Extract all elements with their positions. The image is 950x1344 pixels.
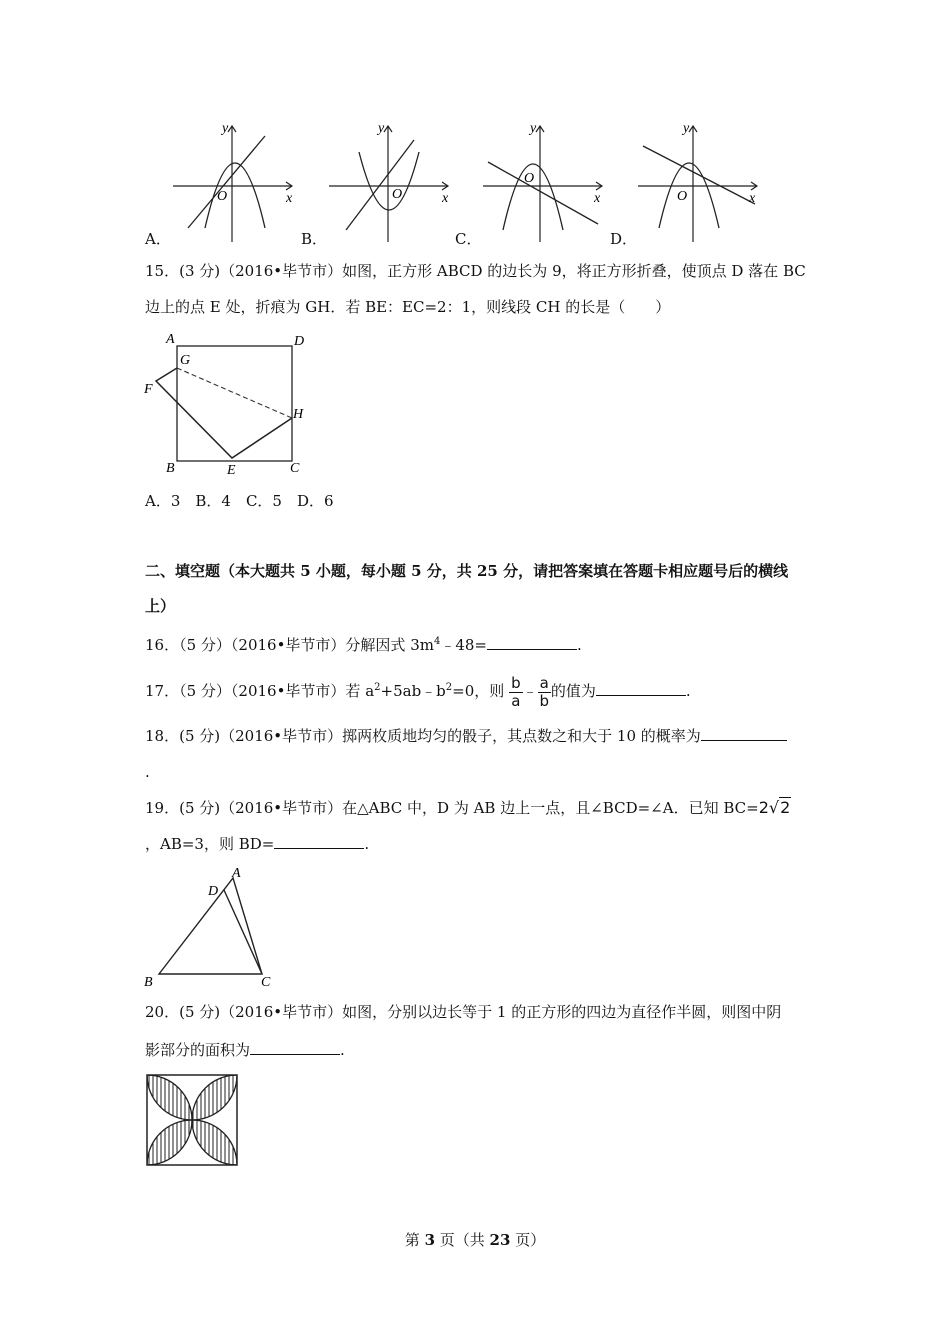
q19-line1: [145, 798, 791, 818]
graph-a: [173, 121, 293, 242]
graph-a-x-label: x: [286, 191, 293, 206]
q15-label-b: B: [166, 461, 175, 476]
q14-option-d[interactable]: D．: [610, 230, 638, 248]
q17-answer-blank[interactable]: [596, 681, 686, 696]
graph-d-origin: O: [677, 189, 688, 204]
q17-frac2-num: a: [539, 673, 549, 692]
q15-label-e: E: [227, 463, 236, 478]
q19-sqrt-rad: 2: [780, 798, 791, 817]
q17-frac1-num: b: [511, 673, 521, 692]
q15-label-d: D: [294, 334, 305, 349]
q18: [145, 726, 787, 746]
q16-prefix: 16．（5 分）（2016•毕节市）分解因式 3m: [145, 636, 434, 654]
footer-prefix: 第: [404, 1231, 425, 1249]
graph-b-x-label: x: [442, 191, 449, 206]
q15-label-a: A: [166, 332, 175, 347]
q17-minus: ﹣: [522, 682, 538, 700]
graph-d-x-label: x: [749, 191, 756, 206]
q19-line2-prefix: ，AB=3，则 BD=: [145, 835, 275, 853]
q20-line2-prefix: 影部分的面积为: [145, 1041, 251, 1059]
q19-sqrt-value: 2√2: [758, 798, 791, 817]
q20-line2: [145, 1040, 345, 1060]
graph-c-origin: O: [524, 171, 535, 186]
graph-a-origin: O: [217, 189, 228, 204]
q16-suffix: ﹣48=: [440, 636, 487, 654]
q19-sqrt-coef: 2: [758, 798, 769, 817]
q18-end: .: [145, 763, 150, 781]
q15-label-h: H: [293, 407, 304, 422]
q20-end: .: [340, 1041, 345, 1059]
q15-label-f: F: [144, 382, 153, 397]
q16: [145, 632, 582, 655]
q20-figure-svg: [144, 1072, 240, 1168]
graph-d-y-label: y: [683, 121, 690, 136]
q19-figure-svg: [138, 862, 288, 992]
q19-line2: [145, 834, 369, 854]
q19-end: .: [364, 835, 370, 853]
q17-mid2: =0，则: [452, 682, 505, 700]
q16-end: .: [577, 636, 582, 654]
q15-line1: 15．(3 分)（2016•毕节市）如图，正方形 ABCD 的边长为 9，将正方形折叠，使顶点 D 落在 BC: [145, 262, 806, 280]
graph-a-y-label: y: [222, 121, 229, 136]
q15-choices[interactable]: A．3 B．4 C．5 D．6: [145, 492, 334, 510]
graph-b-origin: O: [392, 187, 403, 202]
section2-heading-line1: 二、填空题（本大题共 5 小题，每小题 5 分，共 25 分，请把答案填在答题卡相应题号后的横线: [145, 562, 789, 580]
q17-exp2: 2: [445, 682, 453, 693]
graph-d: [638, 121, 757, 242]
q17-exp1: 2: [374, 682, 381, 693]
q19-answer-blank[interactable]: [274, 834, 364, 849]
q18-answer-blank[interactable]: [701, 726, 787, 741]
graph-c: [483, 121, 602, 242]
q17-fraction-b-over-a: [509, 675, 523, 710]
q19-line1-text: 19．(5 分)（2016•毕节市）在△ABC 中，D 为 AB 边上一点，且∠BCD=∠A．已知 BC=: [145, 799, 759, 817]
q20-answer-blank[interactable]: [250, 1040, 340, 1055]
q14-option-b[interactable]: B．: [301, 230, 328, 248]
q19-label-c: C: [261, 975, 271, 990]
section2-heading-line2: 上）: [145, 597, 176, 615]
footer-total-pages: 23: [489, 1231, 511, 1249]
q17-end: .: [685, 682, 691, 700]
q17-mid: +5ab﹣b: [380, 682, 446, 700]
q19-label-b: B: [144, 975, 153, 990]
q15-label-g: G: [180, 353, 191, 368]
footer-suffix: 页）: [510, 1231, 546, 1249]
q15-line2: 边上的点 E 处，折痕为 GH．若 BE：EC=2：1，则线段 CH 的长是（ ）: [145, 298, 671, 316]
q19-label-d: D: [208, 884, 219, 899]
q14-option-c[interactable]: C．: [455, 230, 482, 248]
q15-figure: [138, 328, 318, 478]
footer-page-number: 3: [424, 1231, 435, 1249]
footer-mid: 页（共: [435, 1231, 490, 1249]
graph-c-x-label: x: [594, 191, 601, 206]
q16-answer-blank[interactable]: [487, 635, 577, 650]
graph-b: [329, 121, 449, 242]
q18-text: 18．(5 分)（2016•毕节市）掷两枚质地均匀的骰子，其点数之和大于 10 的概率为: [145, 727, 701, 745]
q20-figure: [144, 1072, 240, 1168]
graph-b-y-label: y: [378, 121, 385, 136]
q17-prefix: 17．（5 分）（2016•毕节市）若 a: [145, 682, 375, 700]
q17-frac1-den: a: [511, 691, 521, 710]
q16-exp: 4: [433, 636, 441, 647]
page-footer: [0, 1230, 950, 1250]
graph-c-y-label: y: [530, 121, 537, 136]
q20-line1: 20．(5 分)（2016•毕节市）如图，分别以边长等于 1 的正方形的四边为直径作半圆，则图中阴: [145, 1003, 782, 1021]
q17-frac2-den: b: [539, 691, 549, 710]
q19-label-a: A: [232, 866, 241, 881]
q17-suffix: 的值为: [550, 682, 596, 700]
q15-label-c: C: [290, 461, 300, 476]
q17-fraction-a-over-b: [538, 675, 551, 710]
q15-figure-svg: [138, 328, 318, 478]
q19-figure: [138, 862, 288, 992]
q14-option-a[interactable]: A．: [145, 230, 171, 248]
q17: [145, 670, 691, 710]
